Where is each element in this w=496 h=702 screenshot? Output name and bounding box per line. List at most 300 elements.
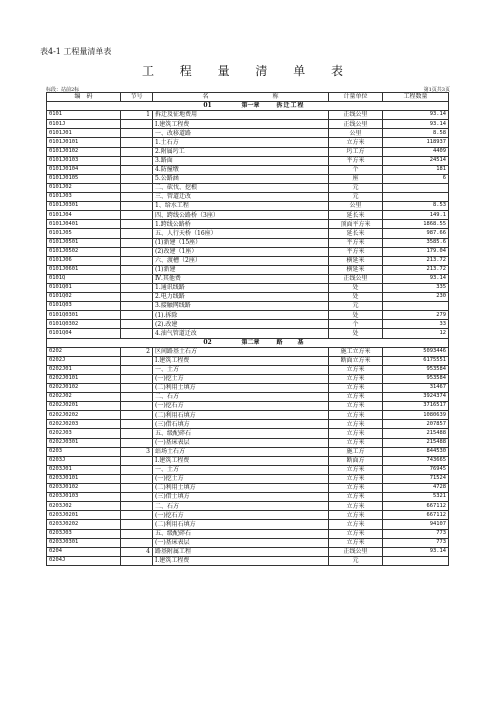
- section-number: [121, 202, 153, 211]
- table-row: [47, 365, 449, 374]
- table-row: [47, 520, 449, 529]
- table-row: [47, 411, 449, 420]
- table-row: [47, 493, 449, 502]
- section-number: [121, 238, 153, 247]
- quantity-value: [383, 183, 449, 192]
- section-number: [121, 356, 153, 365]
- quantity-value: 93.14: [383, 120, 449, 129]
- table-row: [47, 211, 449, 220]
- measurement-unit: 正线公里: [329, 120, 383, 129]
- item-name: Ⅰ.建筑工程费: [153, 356, 329, 365]
- table-row: [47, 156, 449, 165]
- item-code: 0203J0201: [47, 511, 121, 520]
- item-code: 0101J0104: [47, 165, 121, 174]
- quantity-value: 8.53: [383, 202, 449, 211]
- page-title: 工 程 量 清 单 表: [141, 64, 355, 78]
- measurement-unit: 座: [329, 174, 383, 183]
- measurement-unit: 立方米: [329, 538, 383, 547]
- quantity-value: 335: [383, 283, 449, 292]
- measurement-unit: 延长米: [329, 211, 383, 220]
- table-row: [47, 183, 449, 192]
- item-name: 3.路面: [153, 156, 329, 165]
- quantity-value: [383, 302, 449, 311]
- quantity-value: 94107: [383, 520, 449, 529]
- section-number: [121, 174, 153, 183]
- table-row: [47, 302, 449, 311]
- table-row: [47, 393, 449, 402]
- measurement-unit: 立方米: [329, 384, 383, 393]
- item-name: (三)借土填方: [153, 493, 329, 502]
- measurement-unit: 立方米: [329, 511, 383, 520]
- header-section-no: 节号: [121, 93, 153, 102]
- section-number: [121, 229, 153, 238]
- item-code: 0101J0501: [47, 238, 121, 247]
- item-name: 3.接触网线路: [153, 302, 329, 311]
- section-number: [121, 484, 153, 493]
- section-number: [121, 465, 153, 474]
- item-code: 0202J0203: [47, 420, 121, 429]
- measurement-unit: 正线公里: [329, 274, 383, 283]
- item-name: 1.土石方: [153, 138, 329, 147]
- item-name: (一)基床表层: [153, 538, 329, 547]
- table-header-row: [47, 93, 449, 102]
- section-number: [121, 329, 153, 338]
- measurement-unit: 元: [329, 556, 383, 565]
- item-name: (二)利用石填方: [153, 520, 329, 529]
- item-name: Ⅳ.其他费: [153, 274, 329, 283]
- measurement-unit: 立方米: [329, 465, 383, 474]
- item-name: 路基附属工程: [153, 547, 329, 556]
- item-name: 四、跨线公路桥（3座）: [153, 211, 329, 220]
- item-name: 4.油气管道迁改: [153, 329, 329, 338]
- measurement-unit: 平方米: [329, 247, 383, 256]
- header-name-right: 称: [272, 93, 279, 101]
- measurement-unit: 平方米: [329, 238, 383, 247]
- item-name: 二、石方: [153, 502, 329, 511]
- item-code: 0101: [47, 111, 121, 120]
- measurement-unit: 立方米: [329, 438, 383, 447]
- item-code: 0202J0301: [47, 438, 121, 447]
- measurement-unit: 立方米: [329, 411, 383, 420]
- quantity-value: 215488: [383, 438, 449, 447]
- section-number: [121, 165, 153, 174]
- table-row: [47, 529, 449, 538]
- quantity-value: 93.14: [383, 274, 449, 283]
- item-name: 二、砍伐、挖根: [153, 183, 329, 192]
- quantity-table: [46, 92, 449, 566]
- section-number: [121, 147, 153, 156]
- table-row: [47, 247, 449, 256]
- measurement-unit: 处: [329, 293, 383, 302]
- quantity-value: 3585.6: [383, 238, 449, 247]
- measurement-unit: 处: [329, 311, 383, 320]
- item-code: 0203J: [47, 456, 121, 465]
- item-code: 0101J06: [47, 256, 121, 265]
- item-code: 0202J03: [47, 429, 121, 438]
- table-row: [47, 465, 449, 474]
- measurement-unit: 元: [329, 183, 383, 192]
- quantity-value: [383, 193, 449, 202]
- quantity-value: 207857: [383, 420, 449, 429]
- table-row: [47, 111, 449, 120]
- item-name: 5.公路涵: [153, 174, 329, 183]
- quantity-value: 953584: [383, 365, 449, 374]
- quantity-value: 149.1: [383, 211, 449, 220]
- item-code: 0101J: [47, 120, 121, 129]
- section-number: [121, 256, 153, 265]
- section-number: [121, 493, 153, 502]
- table-row: [47, 347, 449, 356]
- item-code: 0202J0202: [47, 411, 121, 420]
- quantity-value: 667112: [383, 511, 449, 520]
- quantity-value: 93.14: [383, 547, 449, 556]
- section-number: [121, 429, 153, 438]
- section-number: [121, 193, 153, 202]
- chapter-code: 01: [203, 102, 212, 110]
- item-code: 0101J02: [47, 183, 121, 192]
- item-code: 0203: [47, 447, 121, 456]
- page-indicator: 第1页共3页: [423, 87, 450, 93]
- quantity-value: 6175551: [383, 356, 449, 365]
- quantity-value: 667112: [383, 502, 449, 511]
- measurement-unit: 个: [329, 165, 383, 174]
- item-code: 0203J02: [47, 502, 121, 511]
- item-name: (二)利用土填方: [153, 484, 329, 493]
- section-number: [121, 556, 153, 565]
- quantity-value: 71524: [383, 474, 449, 483]
- section-number: [121, 274, 153, 283]
- table-row: [47, 556, 449, 565]
- quantity-value: 1868.55: [383, 220, 449, 229]
- item-name: 三、管道迁改: [153, 193, 329, 202]
- quantity-value: 118937: [383, 138, 449, 147]
- item-code: 0101J0301: [47, 202, 121, 211]
- table-row: [47, 138, 449, 147]
- measurement-unit: 立方米: [329, 402, 383, 411]
- item-code: 0101J0105: [47, 174, 121, 183]
- chapter-heading: [47, 338, 449, 347]
- measurement-unit: 元: [329, 302, 383, 311]
- header-code: 编 码: [47, 93, 121, 102]
- quantity-value: 24514: [383, 156, 449, 165]
- item-code: 0101Q0302: [47, 320, 121, 329]
- section-number: [121, 502, 153, 511]
- item-code: 0203J0202: [47, 520, 121, 529]
- item-name: 1.跨线公路桥: [153, 220, 329, 229]
- quantity-value: 181: [383, 165, 449, 174]
- measurement-unit: 公里: [329, 202, 383, 211]
- item-name: (1)新建: [153, 265, 329, 274]
- quantity-value: 1080639: [383, 411, 449, 420]
- item-code: 0101J0401: [47, 220, 121, 229]
- item-code: 0101J0502: [47, 247, 121, 256]
- table-row: [47, 484, 449, 493]
- item-name: 五、级配碎石: [153, 529, 329, 538]
- section-number: [121, 411, 153, 420]
- quantity-value: 743665: [383, 456, 449, 465]
- item-code: 0204J: [47, 556, 121, 565]
- document-label: 表4-1 工程量清单表: [40, 47, 112, 56]
- measurement-unit: 立方米: [329, 493, 383, 502]
- table-row: [47, 474, 449, 483]
- table-row: [47, 238, 449, 247]
- measurement-unit: 立方米: [329, 484, 383, 493]
- section-number: [121, 420, 153, 429]
- measurement-unit: 施工立方米: [329, 347, 383, 356]
- quantity-value: 93.14: [383, 111, 449, 120]
- section-number: [121, 220, 153, 229]
- quantity-value: [383, 556, 449, 565]
- quantity-value: 6: [383, 174, 449, 183]
- table-row: [47, 356, 449, 365]
- item-code: 0203J0103: [47, 493, 121, 502]
- quantity-value: 953584: [383, 374, 449, 383]
- chapter-code: 02: [203, 338, 212, 346]
- item-name: (2).改建: [153, 320, 329, 329]
- item-name: Ⅰ.建筑工程费: [153, 120, 329, 129]
- section-number: [121, 138, 153, 147]
- section-number: [121, 302, 153, 311]
- section-number: [121, 311, 153, 320]
- table-row: [47, 511, 449, 520]
- chapter-row: [47, 338, 449, 347]
- table-row: [47, 220, 449, 229]
- quantity-value: 76945: [383, 465, 449, 474]
- item-name: (1).拆除: [153, 311, 329, 320]
- item-name: 4.防撞墩: [153, 165, 329, 174]
- measurement-unit: 处: [329, 283, 383, 292]
- measurement-unit: 立方米: [329, 474, 383, 483]
- item-code: 0204: [47, 547, 121, 556]
- measurement-unit: 立方米: [329, 520, 383, 529]
- quantity-value: 279: [383, 311, 449, 320]
- item-name: (一)挖石方: [153, 511, 329, 520]
- quantity-value: 987.66: [383, 229, 449, 238]
- section-number: [121, 438, 153, 447]
- table-row: [47, 438, 449, 447]
- measurement-unit: 平方米: [329, 156, 383, 165]
- item-code: 0202J01: [47, 365, 121, 374]
- item-code: 0202J: [47, 356, 121, 365]
- measurement-unit: 立方米: [329, 502, 383, 511]
- header-quantity: 工程数量: [383, 93, 449, 102]
- section-number: [121, 384, 153, 393]
- chapter-number: 第一章: [241, 102, 260, 110]
- item-code: 0203J03: [47, 529, 121, 538]
- table-row: [47, 384, 449, 393]
- table-row: [47, 265, 449, 274]
- item-code: 0202J0102: [47, 384, 121, 393]
- chapter-heading: [47, 102, 449, 111]
- measurement-unit: 横延米: [329, 265, 383, 274]
- measurement-unit: 个: [329, 320, 383, 329]
- table-row: [47, 274, 449, 283]
- item-code: 0101J04: [47, 211, 121, 220]
- item-name: Ⅰ.建筑工程费: [153, 456, 329, 465]
- item-name: 2.电力线路: [153, 293, 329, 302]
- table-row: [47, 320, 449, 329]
- section-number: [121, 374, 153, 383]
- section-number: [121, 247, 153, 256]
- item-code: 0101J01: [47, 129, 121, 138]
- measurement-unit: 顶面平方米: [329, 220, 383, 229]
- item-name: 二、石方: [153, 393, 329, 402]
- measurement-unit: 元: [329, 193, 383, 202]
- item-code: 0202J0101: [47, 374, 121, 383]
- section-label: 标段：站前2标: [46, 87, 80, 93]
- chapter-number: 第二章: [241, 338, 260, 346]
- measurement-unit: 立方米: [329, 429, 383, 438]
- table-row: [47, 293, 449, 302]
- item-name: 一、土方: [153, 365, 329, 374]
- table-row: [47, 311, 449, 320]
- item-code: 0101Q03: [47, 302, 121, 311]
- table-row: [47, 202, 449, 211]
- item-code: 0101J0601: [47, 265, 121, 274]
- item-name: 六、渡槽（2座）: [153, 256, 329, 265]
- item-code: 0203J0301: [47, 538, 121, 547]
- item-code: 0101Q0301: [47, 311, 121, 320]
- table-row: [47, 283, 449, 292]
- item-code: 0101J0101: [47, 138, 121, 147]
- table-row: [47, 447, 449, 456]
- section-number: [121, 402, 153, 411]
- section-number: [121, 365, 153, 374]
- section-number: [121, 156, 153, 165]
- item-name: (二)利用石填方: [153, 411, 329, 420]
- table-row: [47, 165, 449, 174]
- item-name: (一)挖土方: [153, 474, 329, 483]
- section-number: 3: [121, 447, 153, 456]
- item-name: 拆迁及征地费用: [153, 111, 329, 120]
- item-code: 0101J0102: [47, 147, 121, 156]
- quantity-value: 33: [383, 320, 449, 329]
- table-row: [47, 147, 449, 156]
- item-name: (二)利用土填方: [153, 384, 329, 393]
- section-number: [121, 511, 153, 520]
- item-code: 0101J0103: [47, 156, 121, 165]
- quantity-value: 3924374: [383, 393, 449, 402]
- quantity-value: 844530: [383, 447, 449, 456]
- item-code: 0101J03: [47, 193, 121, 202]
- quantity-value: 5321: [383, 493, 449, 502]
- item-name: (一)挖土方: [153, 374, 329, 383]
- table-row: [47, 547, 449, 556]
- table-row: [47, 120, 449, 129]
- item-name: 一、土方: [153, 465, 329, 474]
- quantity-value: 179.04: [383, 247, 449, 256]
- item-name: 1.通讯线路: [153, 283, 329, 292]
- item-name: (一)挖石方: [153, 402, 329, 411]
- section-number: 1: [121, 111, 153, 120]
- item-code: 0101Q: [47, 274, 121, 283]
- quantity-value: 213.72: [383, 265, 449, 274]
- section-number: [121, 129, 153, 138]
- quantity-value: 773: [383, 538, 449, 547]
- section-number: [121, 393, 153, 402]
- quantity-value: 8.58: [383, 129, 449, 138]
- section-number: [121, 520, 153, 529]
- item-code: 0203J0101: [47, 474, 121, 483]
- quantity-value: 215488: [383, 429, 449, 438]
- measurement-unit: 立方米: [329, 374, 383, 383]
- quantity-value: 4409: [383, 147, 449, 156]
- table-row: [47, 329, 449, 338]
- item-name: 五、人行天桥（16座）: [153, 229, 329, 238]
- section-number: [121, 283, 153, 292]
- section-number: 4: [121, 547, 153, 556]
- table-row: [47, 538, 449, 547]
- quantity-value: 12: [383, 329, 449, 338]
- measurement-unit: 公里: [329, 129, 383, 138]
- measurement-unit: 立方米: [329, 138, 383, 147]
- section-number: [121, 120, 153, 129]
- measurement-unit: 立方米: [329, 365, 383, 374]
- measurement-unit: 立方米: [329, 420, 383, 429]
- section-number: [121, 293, 153, 302]
- quantity-value: 213.72: [383, 256, 449, 265]
- section-number: [121, 265, 153, 274]
- table-row: [47, 174, 449, 183]
- header-name: [153, 93, 329, 102]
- quantity-value: 31467: [383, 384, 449, 393]
- item-name: Ⅰ.建筑工程费: [153, 556, 329, 565]
- section-number: [121, 456, 153, 465]
- section-number: 2: [121, 347, 153, 356]
- table-row: [47, 402, 449, 411]
- quantity-value: 773: [383, 529, 449, 538]
- measurement-unit: 横延米: [329, 256, 383, 265]
- item-name: 五、级配碎石: [153, 429, 329, 438]
- table-row: [47, 456, 449, 465]
- item-code: 0203J01: [47, 465, 121, 474]
- quantity-value: 5093446: [383, 347, 449, 356]
- item-code: 0101Q01: [47, 283, 121, 292]
- quantity-value: 4728: [383, 484, 449, 493]
- table-body: [47, 102, 449, 566]
- measurement-unit: 处: [329, 329, 383, 338]
- section-number: [121, 474, 153, 483]
- table-row: [47, 193, 449, 202]
- header-unit: 计量单位: [329, 93, 383, 102]
- header-name-left: 名: [202, 93, 209, 101]
- measurement-unit: 立方米: [329, 529, 383, 538]
- item-code: 0101J05: [47, 229, 121, 238]
- measurement-unit: 立方米: [329, 393, 383, 402]
- table-row: [47, 256, 449, 265]
- item-name: 一、改移道路: [153, 129, 329, 138]
- table-row: [47, 420, 449, 429]
- section-number: [121, 538, 153, 547]
- table-row: [47, 229, 449, 238]
- item-name: 2.附属圬工: [153, 147, 329, 156]
- section-number: [121, 211, 153, 220]
- measurement-unit: 延长米: [329, 229, 383, 238]
- quantity-value: 230: [383, 293, 449, 302]
- item-name: (三)借石填方: [153, 420, 329, 429]
- table-row: [47, 429, 449, 438]
- table-row: [47, 502, 449, 511]
- item-code: 0202J0201: [47, 402, 121, 411]
- chapter-title: 路 基: [276, 338, 305, 346]
- item-code: 0101Q04: [47, 329, 121, 338]
- measurement-unit: 正线公里: [329, 111, 383, 120]
- section-number: [121, 529, 153, 538]
- section-number: [121, 320, 153, 329]
- measurement-unit: 正线公里: [329, 547, 383, 556]
- item-code: 0202J02: [47, 393, 121, 402]
- chapter-title: 拆迁工程: [276, 102, 305, 110]
